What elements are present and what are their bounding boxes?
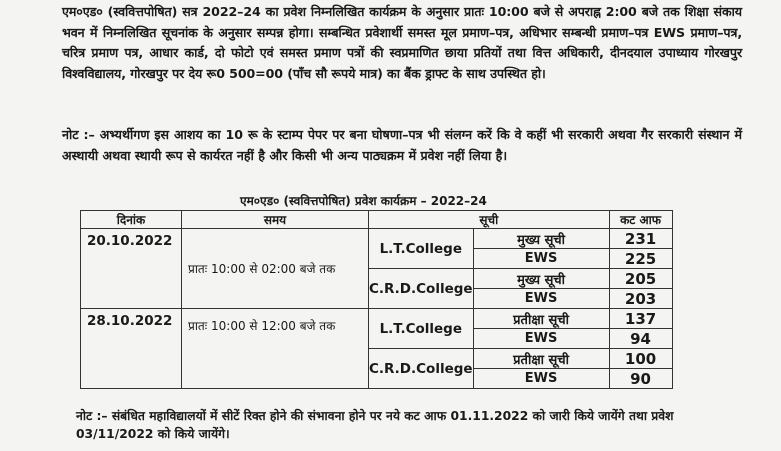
declaration-note: नोट :– अभ्यर्थीगण इस आशय का 10 रू के स्टाम्प पेपर पर बना घोषणा–पत्र भी संलग्न करें कि वे कहीं भी सरकारी अथवा गैर सरकारी संस्थान में अस्थायी अथवा स्थायी रूप से कार्यरत नहीं है और किसी भी अन्य पाठ्यक्रम में प्रवेश नहीं लिया है। [62,127,742,163]
cutoff-release-note: नोट :– संबंधित महाविद्यालयों में सीटें रिक्त होने की संभावना होने पर नये कट आफ 01.11.2022 को जारी किये जायेंगे तथा प्रवेश 03/11/2022 को किये जायेंगे। [76,409,674,441]
list-type: मुख्य सूची [473,229,609,249]
header-list: सूची [369,211,610,229]
cutoff-value: 94 [609,329,672,349]
cutoff-value: 225 [609,249,672,269]
cutoff-value: 100 [609,349,672,369]
cutoff-value: 203 [609,289,672,309]
table-header-row [81,211,673,229]
college-name: L.T.College [369,229,474,269]
header-cutoff: कट आफ [609,211,672,229]
college-name: L.T.College [369,309,474,349]
schedule-date: 28.10.2022 [81,309,182,389]
schedule-time: प्रातः 10:00 से 12:00 बजे तक [182,309,369,389]
table-row [81,229,673,249]
schedule-date: 20.10.2022 [81,229,182,309]
college-name: C.R.D.College [369,349,474,389]
list-type: प्रतीक्षा सूची [473,349,609,369]
cutoff-value: 205 [609,269,672,289]
list-type: EWS [473,289,609,309]
admission-schedule-table [80,210,673,389]
header-date: दिनांक [81,211,182,229]
list-type: EWS [473,329,609,349]
admission-notice-paragraph: एम०एड० (स्ववित्तपोषित) सत्र 2022–24 का प्रवेश निम्नलिखित कार्यक्रम के अनुसार प्रातः 10:00 बजे से अपराह्न 2:00 बजे तक शिक्षा संकाय भवन में निम्नलिखित सूचनांक के अनुसार सम्पन्न होगा। सम्बन्धित प्रवेशार्थी समस्त मूल प्रमाण–पत्र, अधिभार सम्बन्धी प्रमाण–पत्र EWS प्रमाण–पत्र, चरित्र प्रमाण पत्र, आधार कार्ड, दो फोटो एवं समस्त प्रमाण पत्रों की स्वप्रमाणित छाया प्रतियों तथा वित्त अधिकारी, दीनदयाल उपाध्याय गोरखपुर विश्वविद्यालय, गोरखपुर पर देय रू0 500=00 (पाँच सौ रूपये मात्र) का बैंक ड्राफ्ट के साथ उपस्थित हो। [62,4,742,81]
list-type: प्रतीक्षा सूची [473,309,609,329]
list-type: EWS [473,369,609,389]
cutoff-value: 231 [609,229,672,249]
header-time: समय [182,211,369,229]
table-row [81,309,673,329]
cutoff-value: 90 [609,369,672,389]
schedule-title: एम०एड० (स्ववित्तपोषित) प्रवेश कार्यक्रम – 2022–24 [240,194,487,208]
list-type: EWS [473,249,609,269]
list-type: मुख्य सूची [473,269,609,289]
college-name: C.R.D.College [369,269,474,309]
cutoff-value: 137 [609,309,672,329]
schedule-time: प्रातः 10:00 से 02:00 बजे तक [182,229,369,309]
